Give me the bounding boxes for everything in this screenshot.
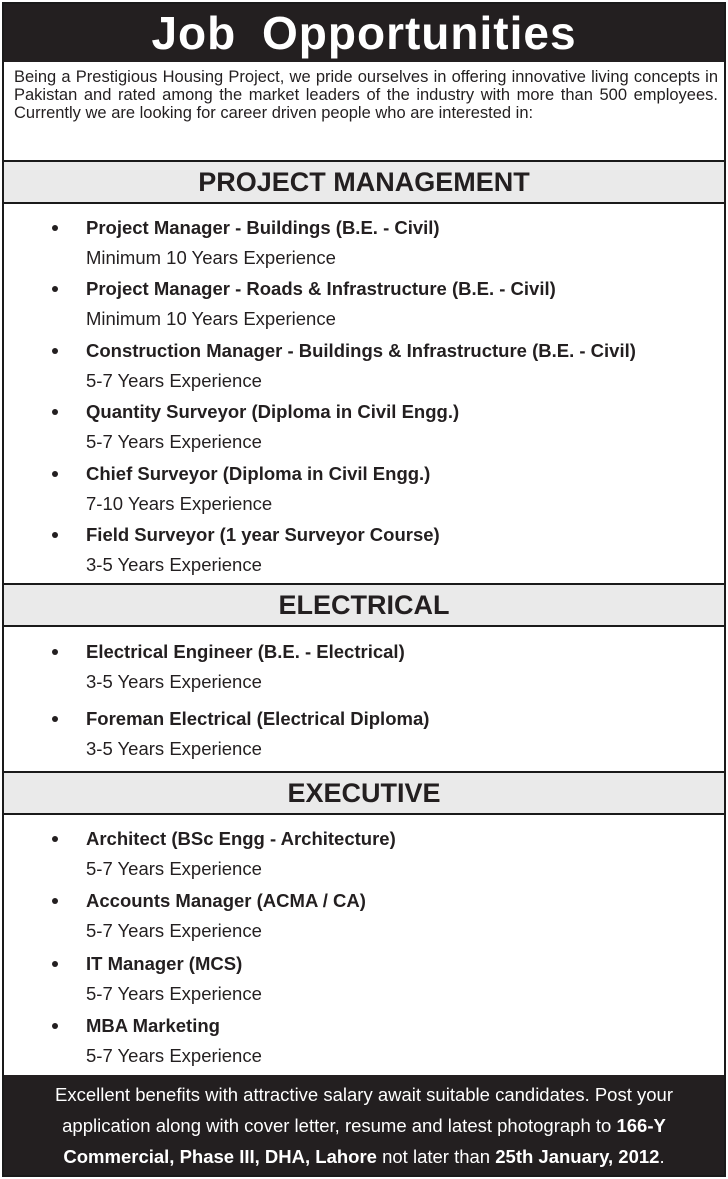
page-title: Job Opportunities [4,4,724,62]
bullet-icon [52,716,58,722]
bullet-icon [52,348,58,354]
job-title: Chief Surveyor (Diploma in Civil Engg.) [86,463,431,484]
list-item [4,340,724,402]
bullet-icon [52,649,58,655]
footer-line-2 [4,1110,724,1141]
bullet-icon [52,286,58,292]
job-title: IT Manager (MCS) [86,953,243,974]
list-item [4,217,724,279]
job-experience: 3-5 Years Experience [86,671,262,692]
footer-address: Commercial, Phase III, DHA, Lahore [63,1146,377,1167]
section-heading-executive: EXECUTIVE [4,771,724,815]
job-ad [2,2,726,1177]
job-title: Accounts Manager (ACMA / CA) [86,890,366,911]
job-title: Project Manager - Buildings (B.E. - Civil) [86,217,440,238]
list-item [4,708,724,770]
list-item [4,401,724,463]
footer-deadline: 25th January, 2012 [495,1146,660,1167]
footer-line-2-text: application along with cover letter, resume and latest photograph to [62,1115,617,1136]
job-experience: 3-5 Years Experience [86,738,262,759]
bullet-icon [52,961,58,967]
job-experience: 5-7 Years Experience [86,983,262,1004]
bullet-icon [52,898,58,904]
job-title: Quantity Surveyor (Diploma in Civil Engg.) [86,401,460,422]
job-experience: Minimum 10 Years Experience [86,308,336,329]
list-item [4,278,724,340]
job-experience: 5-7 Years Experience [86,920,262,941]
job-experience: 3-5 Years Experience [86,554,262,575]
bullet-icon [52,532,58,538]
job-experience: Minimum 10 Years Experience [86,247,336,268]
list-item [4,641,724,703]
footer-line-3 [4,1141,724,1172]
footer-line-1: Excellent benefits with attractive salary await suitable candidates. Post your [54,1084,673,1105]
job-experience: 5-7 Years Experience [86,370,262,391]
footer-line-3-text: not later than [376,1146,496,1167]
footer-address-number: 166-Y [616,1115,666,1136]
job-title: Electrical Engineer (B.E. - Electrical) [86,641,405,662]
list-item [4,1015,724,1077]
job-title: MBA Marketing [86,1015,220,1036]
job-title: Foreman Electrical (Electrical Diploma) [86,708,430,729]
footer-application-info [4,1075,724,1175]
list-item [4,463,724,525]
footer-period: . [659,1146,665,1167]
job-experience: 5-7 Years Experience [86,1045,262,1066]
list-item [4,890,724,952]
list-item [4,524,724,586]
section-heading-project-management: PROJECT MANAGEMENT [4,160,724,204]
job-title: Construction Manager - Buildings & Infrastructure (B.E. - Civil) [86,340,636,361]
bullet-icon [52,225,58,231]
section-heading-electrical: ELECTRICAL [4,583,724,627]
job-title: Field Surveyor (1 year Surveyor Course) [86,524,440,545]
job-experience: 5-7 Years Experience [86,431,262,452]
bullet-icon [52,1023,58,1029]
job-title: Architect (BSc Engg - Architecture) [86,828,396,849]
bullet-icon [52,836,58,842]
list-item [4,828,724,890]
job-experience: 7-10 Years Experience [86,493,273,514]
intro-paragraph: Being a Prestigious Housing Project, we pride ourselves in offering innovative living concepts in Pakistan and rated among the market leaders of the industry with more than 500 employees. Currently we are looking for career driven people who are interested in: [14,68,718,122]
job-experience: 5-7 Years Experience [86,858,262,879]
bullet-icon [52,409,58,415]
bullet-icon [52,471,58,477]
job-title: Project Manager - Roads & Infrastructure (B.E. - Civil) [86,278,556,299]
list-item [4,953,724,1015]
